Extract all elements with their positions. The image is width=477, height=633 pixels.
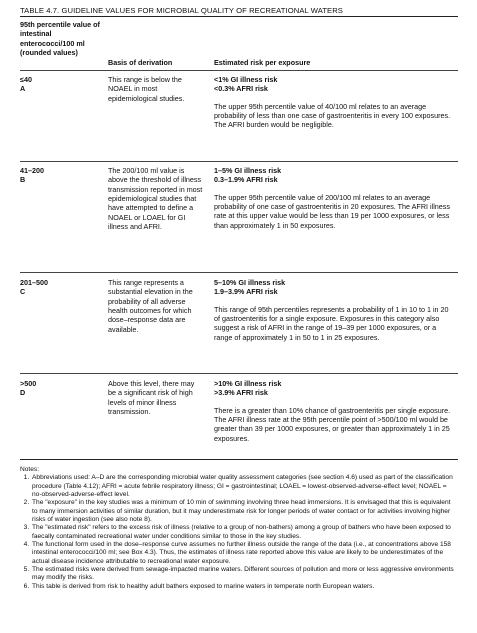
afri-risk: 1.9–3.9% AFRI risk	[214, 287, 278, 297]
row-b-basis: The 200/100 ml value is above the threshold of illness transmission reported in most epidemiological studies that have attempted to define a NOAEL or LOAEL for GI illness and AFRI.	[108, 166, 203, 232]
gi-risk: 5–10% GI illness risk	[214, 278, 286, 287]
row-a-basis: This range is below the NOAEL in most epidemiological studies.	[108, 75, 185, 103]
row-b-range	[20, 166, 100, 185]
afri-risk: >3.9% AFRI risk	[214, 388, 268, 398]
header-rule	[20, 70, 458, 71]
table-bottom-rule	[20, 459, 458, 460]
title-rule	[20, 16, 458, 17]
risk-description: There is a greater than 10% chance of gastroenteritis per single exposure. The AFRI illness rate at the 95th percentile point of >500/100 ml would be greater than 39 per 1000 exposures, or greater than approximately 1 in 25 exposures.	[214, 405, 451, 443]
row-a-range	[20, 75, 100, 94]
note-item: 5. The estimated risks were derived from sewage-impacted marine waters. Different sources of pollution and more or less aggressive environments may modify the risks.	[31, 566, 457, 583]
range-value: 201–500	[20, 278, 48, 287]
row-c-risk	[214, 278, 456, 342]
note-item: 4. The functional form used in the dose–response curve assumes no further illness outside the range of the data (i.e., at concentrations above 158 intestinal enterococci/100 ml; see Box 4.3). Thus, the estimates of illness rate reported above this value are likely to be underestimates of the actual disease incidence attributable to recreational water exposure.	[31, 541, 457, 566]
note-item: 1. Abbreviations used: A–D are the corresponding microbial water quality assessment categories (see section 4.6) used as part of the classification procedure (Table 4.12); AFRI = acute febrile respiratory illness; GI = gastrointestinal; LOAEL = lowest-observed-adverse-effect level; NOAEL = no-observed-adverse-effect level.	[31, 474, 457, 499]
notes-list	[20, 474, 457, 591]
notes-label: Notes:	[20, 466, 40, 473]
range-value: ≤40	[20, 75, 32, 84]
row-rule	[20, 161, 458, 162]
category-letter: A	[20, 84, 26, 94]
row-rule	[20, 373, 458, 374]
table-notes	[20, 466, 457, 591]
row-rule	[20, 272, 458, 273]
header-concentration: 95th percentile value of intestinal enterococci/100 ml (rounded values)	[20, 20, 100, 58]
row-c-basis: This range represents a substantial elevation in the probability of all adverse health outcomes for which dose–response data are available.	[108, 278, 193, 334]
note-item: 6. This table is derived from risk to healthy adult bathers exposed to marine waters in temperate north European waters.	[31, 583, 457, 591]
afri-risk: 0.3–1.9% AFRI risk	[214, 175, 278, 185]
row-c-range	[20, 278, 100, 297]
note-item: 3. The "estimated risk" refers to the excess risk of illness (relative to a group of non-bathers) among a group of bathers who have been exposed to faecally contaminated recreational water under conditions similar to those in the key studies.	[31, 524, 457, 541]
category-letter: C	[20, 287, 26, 297]
risk-description: This range of 95th percentiles represents a probability of 1 in 10 to 1 in 20 of gastroenteritis for a single exposure. Exposures in this category also suggest a risk of AFRI in the range of 19–39 per 1000 exposures, or a range of approximately 1 in 50 to 1 in 25 exposures.	[214, 304, 449, 342]
gi-risk: >10% GI illness risk	[214, 379, 282, 388]
row-d-risk	[214, 379, 456, 443]
row-d-basis: Above this level, there may be a significant risk of high levels of minor illness transmission.	[108, 379, 195, 417]
category-letter: B	[20, 175, 26, 185]
note-item: 2. The "exposure" in the key studies was a minimum of 10 min of swimming involving three head immersions. It is envisaged that this is equivalent to many immersion activities of similar duration, but it may underestimate risk for longer periods of water contact or for activities involving higher risks of water ingestion (see also note 8).	[31, 499, 457, 524]
gi-risk: 1–5% GI illness risk	[214, 166, 282, 175]
risk-description: The upper 95th percentile value of 40/100 ml relates to an average probability of less than one case of gastroenteritis in every 100 exposures. The AFRI burden would be negligible.	[214, 101, 451, 130]
table-title: TABLE 4.7. GUIDELINE VALUES FOR MICROBIAL QUALITY OF RECREATIONAL WATERS	[20, 6, 343, 15]
category-letter: D	[20, 388, 26, 398]
range-value: >500	[20, 379, 37, 388]
afri-risk: <0.3% AFRI risk	[214, 84, 268, 94]
row-a-risk	[214, 75, 456, 130]
gi-risk: <1% GI illness risk	[214, 75, 278, 84]
header-risk: Estimated risk per exposure	[214, 58, 311, 67]
risk-description: The upper 95th percentile value of 200/100 ml relates to an average probability of one case of gastroenteritis in 20 exposures. The AFRI illness rate at this upper value would be less than 19 per 1000 exposures, or less than approximately 1 in 50 exposures.	[214, 192, 450, 230]
header-basis: Basis of derivation	[108, 58, 173, 67]
row-d-range	[20, 379, 100, 398]
range-value: 41–200	[20, 166, 44, 175]
row-b-risk	[214, 166, 456, 230]
